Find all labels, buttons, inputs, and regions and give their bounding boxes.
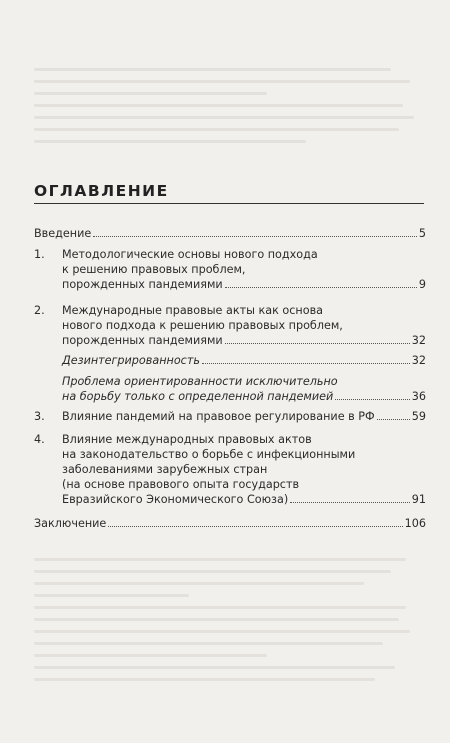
toc-entry-line: Влияние международных правовых актов <box>62 433 312 446</box>
toc-entry-label: Введение <box>34 227 92 240</box>
toc-page-number: 32 <box>411 334 426 347</box>
toc-entry-line: Международные правовые акты как основа <box>62 304 324 317</box>
toc-page-number: 32 <box>411 354 426 367</box>
toc-entry-label: Заключение <box>34 517 107 530</box>
toc-page-number: 106 <box>404 517 426 530</box>
toc-entry-line: Проблема ориентированности исключительно <box>62 375 338 388</box>
dot-leader <box>225 287 417 288</box>
dot-leader <box>108 526 402 527</box>
toc-entry-number: 3. <box>34 410 45 423</box>
toc-entry-line: Евразийского Экономического Союза) <box>62 493 289 506</box>
dot-leader <box>225 343 410 344</box>
toc-entry-number: 1. <box>34 248 45 261</box>
toc-entry-line: порожденных пандемиями <box>62 334 223 347</box>
dot-leader <box>202 363 410 364</box>
bleed-through-text-top <box>34 68 422 152</box>
toc-entry-line: на борьбу только с определенной пандемией <box>62 390 334 403</box>
toc-entry-label: Дезинтегрированность <box>62 354 200 367</box>
dot-leader <box>377 419 410 420</box>
toc-entry-line: к решению правовых проблем, <box>62 263 246 276</box>
toc-page-number: 91 <box>411 493 426 506</box>
toc-entry-line: на законодательство о борьбе с инфекционными <box>62 448 356 461</box>
toc-entry-line: порожденных пандемиями <box>62 278 223 291</box>
dot-leader <box>335 399 409 400</box>
toc-entry-label: Влияние пандемий на правовое регулирование в РФ <box>62 410 375 423</box>
title-rule <box>34 203 424 204</box>
toc-entry-line: (на основе правового опыта государств <box>62 478 300 491</box>
toc-title: ОГЛАВЛЕНИЕ <box>34 182 169 200</box>
toc-page-number: 36 <box>411 390 426 403</box>
toc-entry-number: 2. <box>34 304 45 317</box>
dot-leader <box>93 236 417 237</box>
bleed-through-text-bottom <box>34 558 422 690</box>
toc-page-number: 9 <box>418 278 426 291</box>
toc-entry-line: заболеваниями зарубежных стран <box>62 463 268 476</box>
dot-leader <box>290 502 410 503</box>
toc-page-number: 5 <box>418 227 426 240</box>
toc-entry-line: Методологические основы нового подхода <box>62 248 318 261</box>
toc-entry-line: нового подхода к решению правовых проблем, <box>62 319 343 332</box>
toc-entry-number: 4. <box>34 433 45 446</box>
toc-page-number: 59 <box>411 410 426 423</box>
